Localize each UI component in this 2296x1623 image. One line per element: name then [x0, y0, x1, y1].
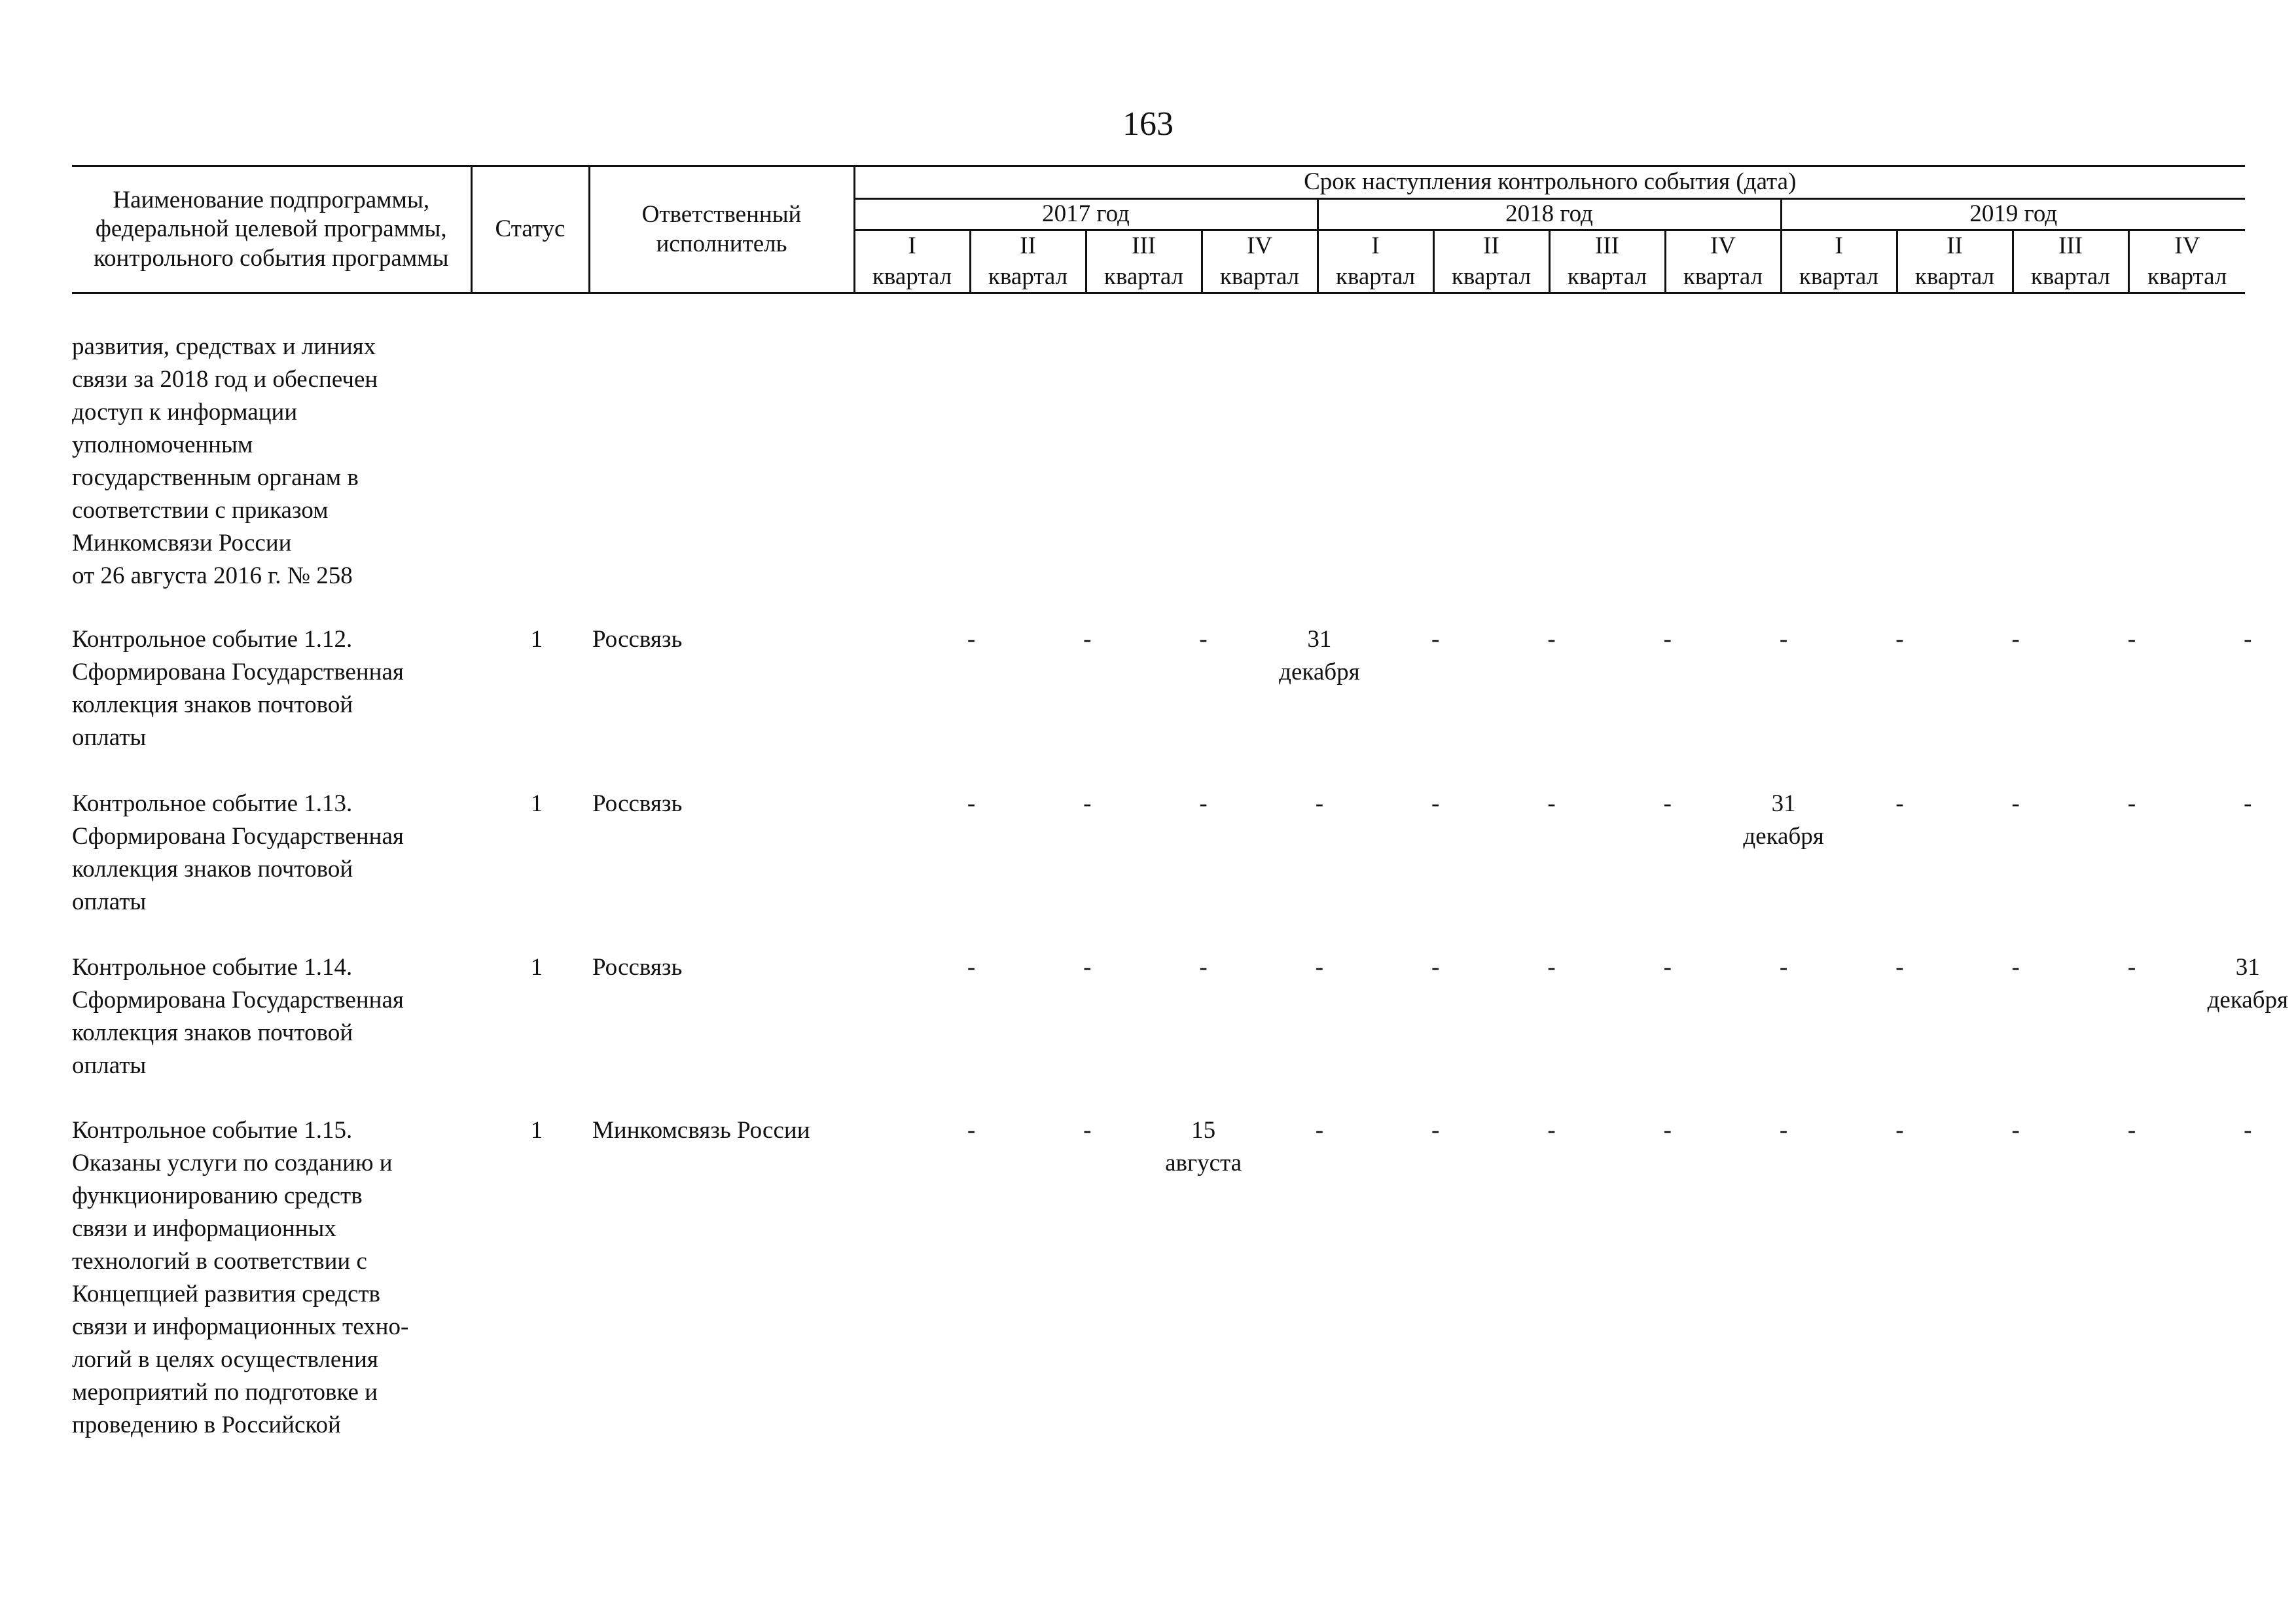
- event-quarter-value: -: [2127, 626, 2136, 653]
- event-quarter-value: -: [1547, 790, 1556, 817]
- event-responsible: Россвязь: [592, 954, 683, 981]
- event-quarter-value: -: [1083, 1117, 1092, 1144]
- header-quarter-numeral: III: [2013, 230, 2128, 262]
- header-responsible-column: Ответственный исполнитель: [589, 166, 854, 293]
- header-quarter-word: квартал: [970, 262, 1086, 293]
- event-quarter-value: -: [1895, 626, 1904, 653]
- event-quarter-value: -: [2011, 954, 2020, 981]
- header-name-column: Наименование подпрограммы, федеральной целевой программы, контрольного события программы: [72, 166, 471, 293]
- header-quarter-word: квартал: [1897, 262, 2013, 293]
- event-responsible: Минкомсвязь России: [592, 1117, 810, 1144]
- page-number: 163: [1122, 105, 1174, 143]
- event-responsible: Россвязь: [592, 626, 683, 653]
- event-quarter-value: -: [1779, 954, 1788, 981]
- event-quarter-value: -: [2244, 1117, 2252, 1144]
- event-quarter-value: -: [967, 954, 976, 981]
- event-quarter-value: -: [1547, 1117, 1556, 1144]
- header-quarter-numeral: II: [970, 230, 1086, 262]
- event-quarter-value: -: [1431, 626, 1440, 653]
- header-quarter-word: квартал: [2128, 262, 2245, 293]
- event-status: 1: [530, 954, 543, 981]
- header-quarter-numeral: III: [1086, 230, 1202, 262]
- event-quarter-value: 15 августа: [1165, 1117, 1242, 1176]
- event-quarter-value: -: [1895, 1117, 1904, 1144]
- event-quarter-value: 31 декабря: [1743, 790, 1824, 850]
- event-quarter-value: -: [2244, 626, 2252, 653]
- event-quarter-value: -: [2127, 790, 2136, 817]
- header-quarter-numeral: IV: [1665, 230, 1781, 262]
- event-name: Контрольное событие 1.12. Сформирована Государственная коллекция знаков почтовой оплаты: [72, 626, 404, 751]
- event-quarter-value: -: [967, 1117, 976, 1144]
- event-quarter-value: -: [2244, 790, 2252, 817]
- header-quarter-word: квартал: [1781, 262, 1897, 293]
- event-quarter-value: 31 декабря: [2207, 954, 2289, 1013]
- header-quarter-word: квартал: [1549, 262, 1665, 293]
- event-quarter-value: -: [1779, 1117, 1788, 1144]
- event-name: Контрольное событие 1.13. Сформирована Государственная коллекция знаков почтовой оплаты: [72, 790, 404, 915]
- header-quarter-word: квартал: [1318, 262, 1433, 293]
- event-status: 1: [530, 790, 543, 817]
- event-quarter-value: -: [1779, 626, 1788, 653]
- event-quarter-value: -: [1431, 790, 1440, 817]
- header-quarter-numeral: I: [1318, 230, 1433, 262]
- event-quarter-value: -: [1431, 1117, 1440, 1144]
- event-quarter-value: -: [1083, 626, 1092, 653]
- header-quarter-word: квартал: [1086, 262, 1202, 293]
- schedule-table-header: [72, 165, 2245, 294]
- event-quarter-value: 31 декабря: [1279, 626, 1360, 685]
- event-quarter-value: -: [1547, 954, 1556, 981]
- event-quarter-value: -: [1315, 790, 1324, 817]
- event-quarter-value: -: [1083, 790, 1092, 817]
- event-quarter-value: -: [1199, 790, 1208, 817]
- header-quarter-numeral: III: [1549, 230, 1665, 262]
- header-year-2017: 2017 год: [854, 199, 1318, 230]
- event-quarter-value: -: [2011, 1117, 2020, 1144]
- event-quarter-value: -: [967, 626, 976, 653]
- header-year-2018: 2018 год: [1318, 199, 1781, 230]
- header-quarter-word: квартал: [1202, 262, 1318, 293]
- header-quarter-numeral: IV: [1202, 230, 1318, 262]
- event-quarter-value: -: [1431, 954, 1440, 981]
- event-quarter-value: -: [1199, 954, 1208, 981]
- event-name: Контрольное событие 1.14. Сформирована Государственная коллекция знаков почтовой оплаты: [72, 954, 404, 1079]
- event-responsible: Россвязь: [592, 790, 683, 817]
- header-quarter-word: квартал: [1433, 262, 1549, 293]
- event-status: 1: [530, 626, 543, 653]
- header-quarter-word: квартал: [1665, 262, 1781, 293]
- event-name: Контрольное событие 1.15. Оказаны услуги по созданию и функционированию средств связи и информационных технологий в соответствии с Концепцией развития средств связи и информационных техно- логий в целях осуществления мероприятий по подготовке и проведению в Российской: [72, 1117, 409, 1438]
- event-quarter-value: -: [1663, 1117, 1672, 1144]
- event-quarter-value: -: [1315, 1117, 1324, 1144]
- header-quarter-word: квартал: [2013, 262, 2128, 293]
- header-quarter-numeral: I: [1781, 230, 1897, 262]
- event-quarter-value: -: [2127, 954, 2136, 981]
- continuation-text: развития, средствах и линиях связи за 2018 год и обеспечен доступ к информации уполномоченным государственным органам в соответствии с приказом Минкомсвязи России от 26 августа 2016 г. № 258: [72, 333, 378, 589]
- event-quarter-value: -: [2127, 1117, 2136, 1144]
- event-quarter-value: -: [1315, 954, 1324, 981]
- event-quarter-value: -: [1083, 954, 1092, 981]
- header-quarter-numeral: II: [1897, 230, 2013, 262]
- event-quarter-value: -: [967, 790, 976, 817]
- event-quarter-value: -: [2011, 790, 2020, 817]
- header-quarter-numeral: II: [1433, 230, 1549, 262]
- event-quarter-value: -: [1663, 954, 1672, 981]
- header-status-column: Статус: [471, 166, 589, 293]
- event-quarter-value: -: [1199, 626, 1208, 653]
- event-quarter-value: -: [1663, 790, 1672, 817]
- header-deadline: Срок наступления контрольного события (дата): [854, 166, 2245, 199]
- header-quarter-numeral: IV: [2128, 230, 2245, 262]
- header-year-2019: 2019 год: [1781, 199, 2245, 230]
- event-quarter-value: -: [1895, 790, 1904, 817]
- event-quarter-value: -: [1663, 626, 1672, 653]
- event-status: 1: [530, 1117, 543, 1144]
- event-quarter-value: -: [1547, 626, 1556, 653]
- event-quarter-value: -: [1895, 954, 1904, 981]
- header-quarter-word: квартал: [854, 262, 970, 293]
- event-quarter-value: -: [2011, 626, 2020, 653]
- header-quarter-numeral: I: [854, 230, 970, 262]
